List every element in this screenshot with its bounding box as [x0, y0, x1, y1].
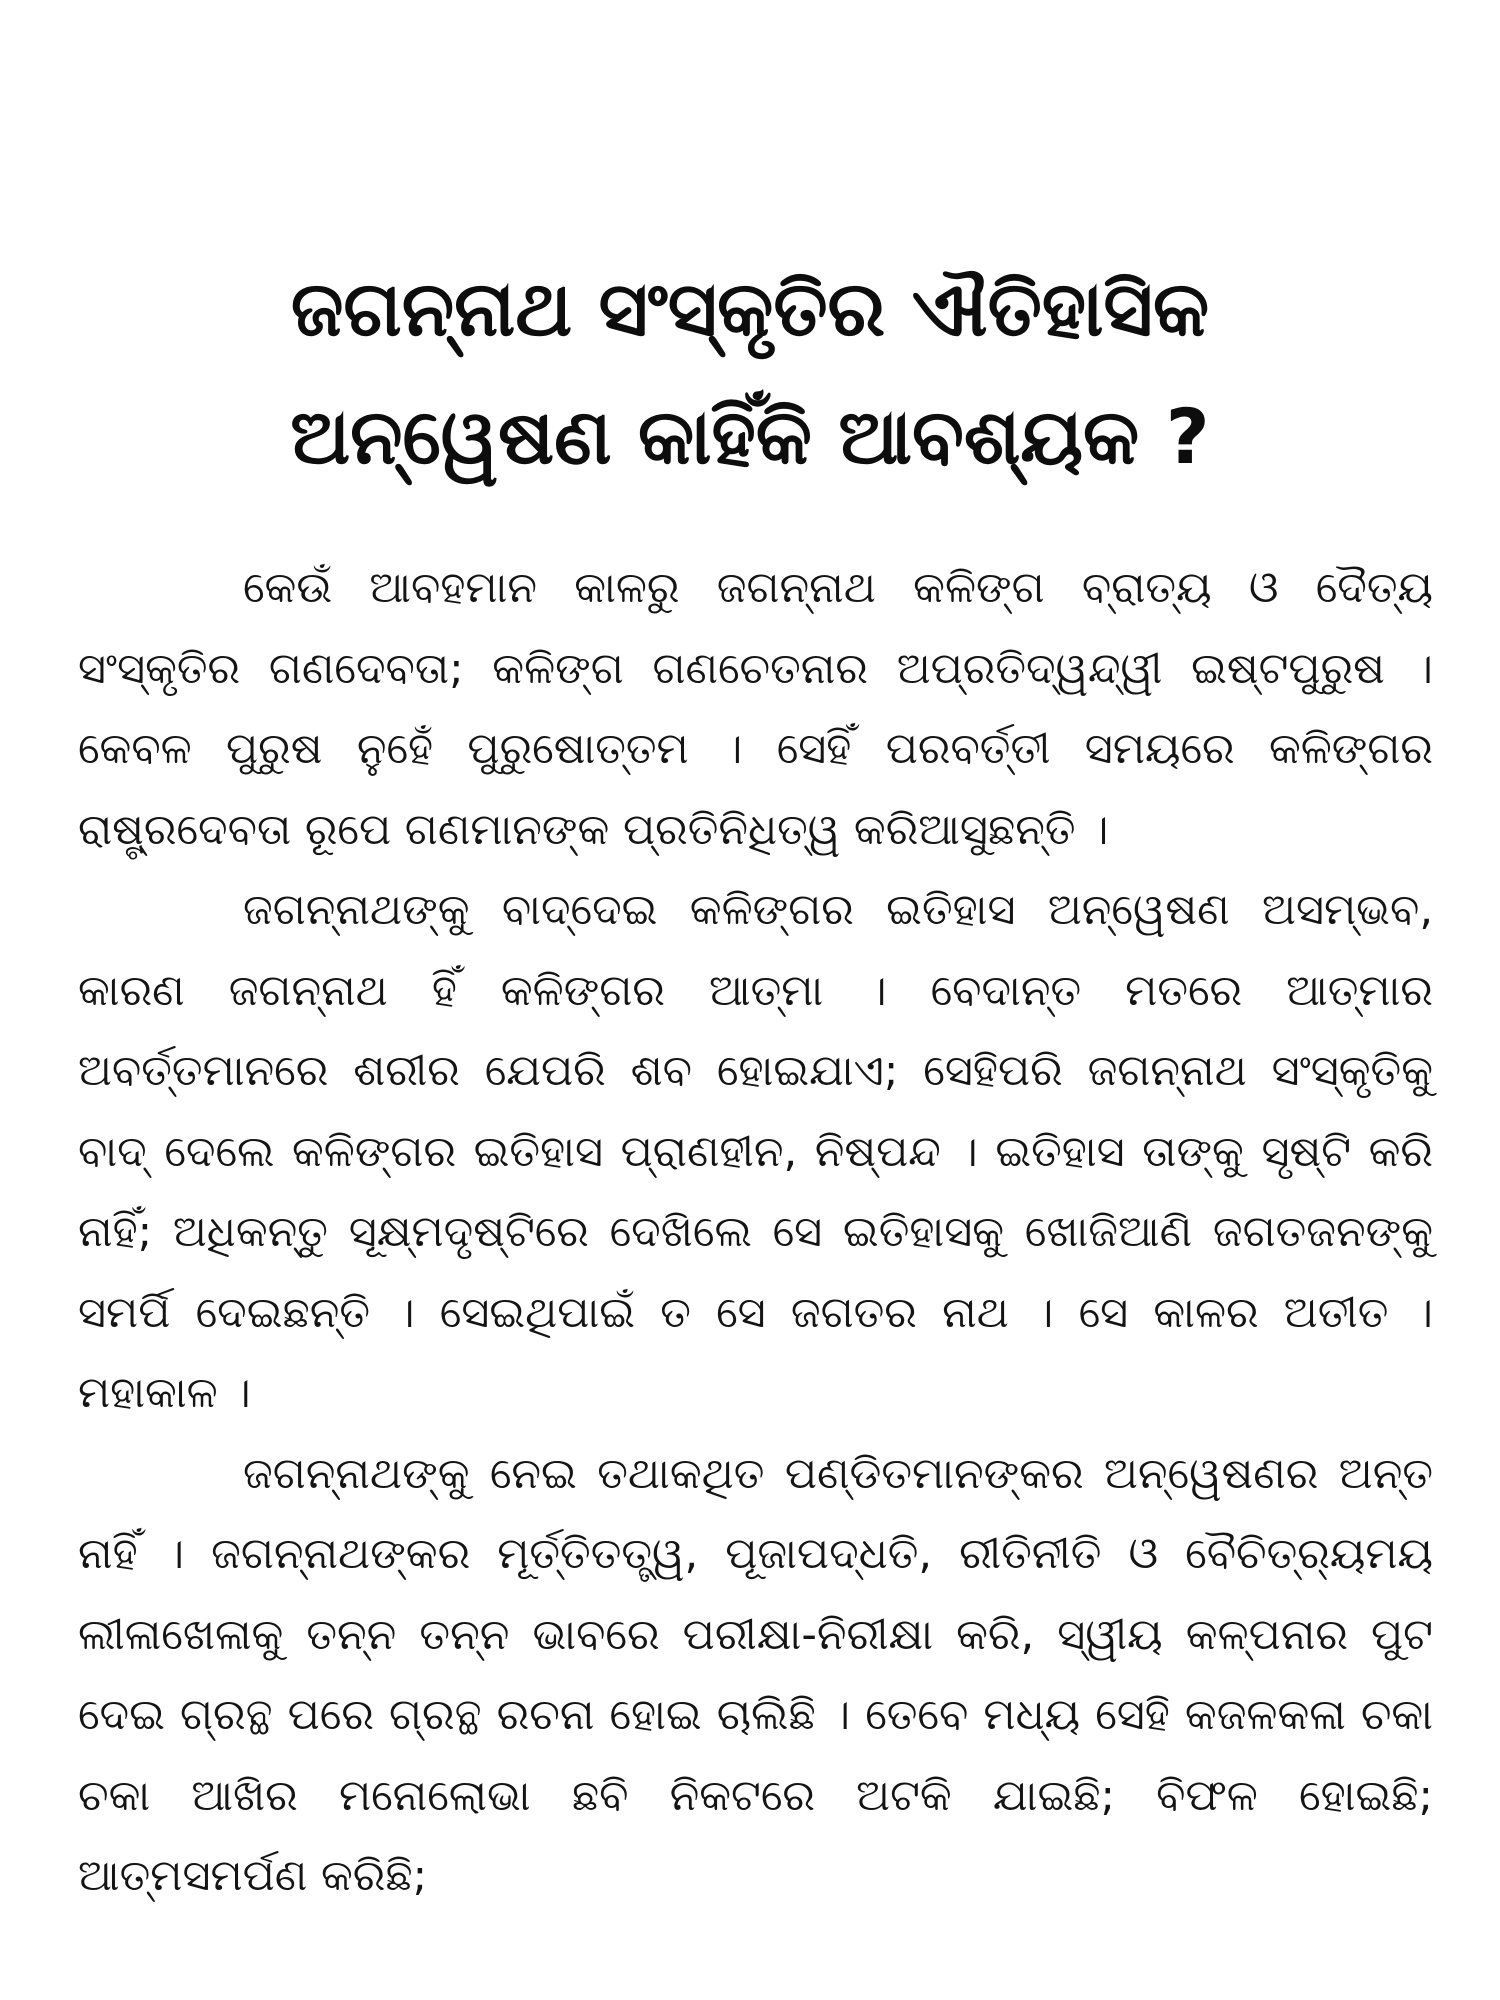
paragraph-1: କେଉଁ ଆବହମାନ କାଳରୁ ଜଗନ୍ନାଥ କଳିଙ୍ଗ ବ୍ରାତ୍ୟ ଓ ଦୈତ୍ୟ ସଂସ୍କୃତିର ଗଣଦେବତା; କଳିଙ୍ଗ ଗଣଚେତନାର ଅପ୍ରତିଦ୍ୱନ୍ଦ୍ୱୀ ଇଷ୍ଟପୁରୁଷ । କେବଳ ପୁରୁଷ ନୁହେଁ ପୁରୁଷୋତ୍ତମ । ସେହିଁ ପରବର୍ତ୍ତୀ ସମୟରେ କଳିଙ୍ଗର ରାଷ୍ଟ୍ରଦେବତା ରୂପେ ଗଣମାନଙ୍କ ପ୍ରତିନିଧିତ୍ୱ କରିଆସୁଛନ୍ତି ।	[78, 563, 1433, 855]
title-line-2: ଅନ୍ୱେଷଣ କାହିଁକି ଆବଶ୍ୟକ ?	[290, 392, 1210, 481]
title-line-1: ଜଗନ୍ନାଥ ସଂସ୍କୃତିର ଐତିହାସିକ	[290, 264, 1210, 353]
article-body	[78, 548, 1433, 1917]
paragraph-2: ଜଗନ୍ନାଥଙ୍କୁ ବାଦ୍‌ଦେଇ କଳିଙ୍ଗର ଇତିହାସ ଅନ୍ୱେଷଣ ଅସମ୍ଭବ, କାରଣ ଜଗନ୍ନାଥ ହିଁ କଳିଙ୍ଗର ଆତ୍ମା । ବେଦାନ୍ତ ମତରେ ଆତ୍ମାର ଅବର୍ତ୍ତମାନରେ ଶରୀର ଯେପରି ଶବ ହୋଇଯାଏ; ସେହିପରି ଜଗନ୍ନାଥ ସଂସ୍କୃତିକୁ ବାଦ୍ ଦେଲେ କଳିଙ୍ଗର ଇତିହାସ ପ୍ରାଣହୀନ, ନିଷ୍ପନ୍ଦ । ଇତିହାସ ତାଙ୍କୁ ସୃଷ୍ଟି କରି ନାହିଁ; ଅଧିକନ୍ତୁ ସୂକ୍ଷ୍ମଦୃଷ୍ଟିରେ ଦେଖିଲେ ସେ ଇତିହାସକୁ ଖୋଜିଆଣି ଜଗତଜନଙ୍କୁ ସମର୍ପି ଦେଇଛନ୍ତି । ସେଇଥିପାଇଁ ତ ସେ ଜଗତର ନାଥ । ସେ କାଳର ଅତୀତ । ମହାକାଳ ।	[78, 885, 1433, 1418]
article-title	[150, 245, 1350, 501]
paragraph-3: ଜଗନ୍ନାଥଙ୍କୁ ନେଇ ତଥାକଥିତ ପଣ୍ଡିତମାନଙ୍କର ଅନ୍ୱେଷଣର ଅନ୍ତ ନାହିଁ । ଜଗନ୍ନାଥଙ୍କର ମୂର୍ତ୍ତିତତ୍ତ୍ୱ, ପୂଜାପଦ୍ଧତି, ରୀତିନୀତି ଓ ବୈଚିତ୍ର୍ୟମୟ ଲୀଳାଖେଳାକୁ ତନ୍ନ ତନ୍ନ ଭାବରେ ପରୀକ୍ଷା-ନିରୀକ୍ଷା କରି, ସ୍ୱୀୟ କଳ୍ପନାର ପୁଟ ଦେଇ ଗ୍ରନ୍ଥ ପରେ ଗ୍ରନ୍ଥ ରଚନା ହୋଇ ଚାଲିଛି । ତେବେ ମଧ୍ୟ ସେହି କଜଳକଳା ଚକା ଚକା ଆଖିର ମନୋଲୋଭା ଛବି ନିକଟରେ ଅଟକି ଯାଇଛି; ବିଫଳ ହୋଇଛି; ଆତ୍ମସମର୍ପଣ କରିଛି;	[78, 1448, 1433, 1901]
